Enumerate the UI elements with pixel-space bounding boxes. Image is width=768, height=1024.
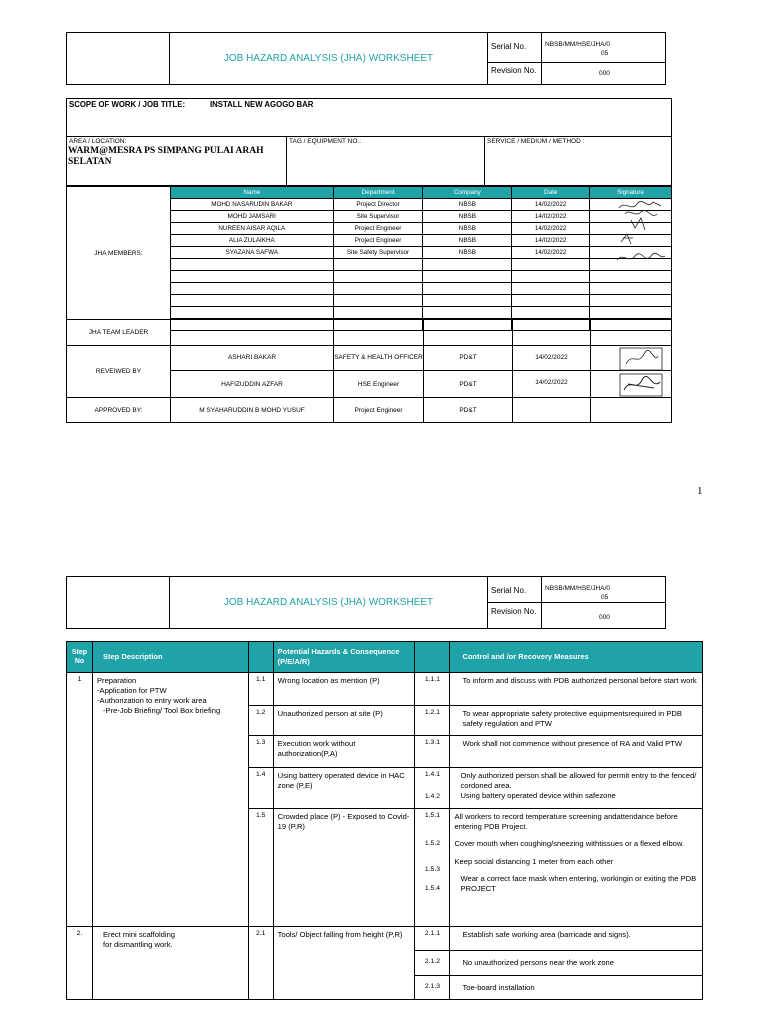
page-number: 1 <box>697 485 703 497</box>
members-signatures <box>611 198 671 270</box>
service-label: SERVICE / MEDIUM / METHOD : <box>487 138 585 145</box>
scope-block <box>66 98 672 186</box>
steps-table <box>66 641 703 1000</box>
revision-label: Revision No. <box>491 66 537 75</box>
table-row: 2. Erect mini scaffolding for dismantling work. 2.1 Tools/ Object falling from height (P,R) 2.1.1 Establish safe working area (barricade and signs). <box>67 927 703 951</box>
table-row: 1.2 Unauthorized person at site (P) 1.2.1 To wear appropriate safety protective equipmentsrequired in PDB safety regulation and PTW <box>67 706 703 736</box>
col-department: Department <box>333 187 423 199</box>
scope-value: INSTALL NEW AGOGO BAR <box>210 100 314 109</box>
table-row <box>171 295 672 307</box>
page1-header <box>66 32 666 85</box>
col-signature: Signature <box>590 187 672 199</box>
table-row: 1.5 Crowded place (P) - Exposed to Covid-19 (P,R) 1.5.1 1.5.2 1.5.3 1.5.4 All workers to record temperature screening andattendance before entering PDB Project. Cover mouth when coughing/sneezing withtissues or a flexed elbow. Keep social distancing 1 meter from each other Wear a correct face mask when entering, workingin or exiting the PDB PROJECT <box>67 809 703 927</box>
reviewer-signatures <box>614 346 668 398</box>
step2-description: Erect mini scaffolding for dismantling work. <box>92 927 248 1000</box>
tag-label: TAG / EQUIPMENT NO.: <box>289 138 361 145</box>
col-step-desc: Step Description <box>92 642 248 673</box>
serial-label: Serial No. <box>491 42 527 51</box>
revision-value: 000 <box>599 70 610 77</box>
table-row: 1.4 Using battery operated device in HAC zone (P,E) 1.4.1 1.4.2 Only authorized person shall be allowed for permit entry to the fenced/ cordoned area. Using battery operated device within safezone <box>67 768 703 809</box>
scope-label: SCOPE OF WORK / JOB TITLE: <box>69 100 186 109</box>
jha-members-label: JHA MEMBERS: <box>94 249 143 257</box>
table-row: 1 Preparation -Application for PTW -Authorization to entry work area -Pre-Job Briefing/ Tool Box briefing 1.1 Wrong location as mention (P) 1.1.1 To inform and discuss with PDB authorized personal before start work <box>67 673 703 706</box>
table-row <box>171 271 672 283</box>
col-company: Company <box>423 187 512 199</box>
table-row: NUREEN AISAR AQILA Project Engineer NBSB 14/02/2022 <box>171 223 672 235</box>
table-row: 2.1.3 Toe-board installation <box>67 976 703 1000</box>
table-row <box>171 259 672 271</box>
table-row: 1.3 Execution work without authorization(P,A) 1.3.1 Work shall not commence without presence of RA and Valid PTW <box>67 736 703 768</box>
members-table <box>170 186 672 331</box>
serial-value: NBSB/MM/HSE/JHA/0 05 <box>545 41 611 57</box>
team-leader-label: JHA TEAM LEADER <box>88 329 149 336</box>
area-label: AREA / LOCATION: <box>69 138 127 145</box>
col-step-no: Step No <box>67 642 93 673</box>
reviewed-label: REVEIWED BY <box>95 368 142 375</box>
col-date: Date <box>512 187 590 199</box>
table-row: 2.1.2 No unauthorized persons near the work zone <box>67 951 703 976</box>
table-row: ALIA ZULAIKHA Project Engineer NBSB 14/02/2022 <box>171 235 672 247</box>
members-block: JHA MEMBERS: Name Department Company Date Signature MOHD NASARUDIN BAKAR Project Director NBSB 14/02/2022 MOHD JAMSARI Site Supervisor NBSB 14/02/2022 NUREEN AISAR AQILA Project Engineer NBSB 14/02/2022 ALIA ZULAIKHA Project Engineer NBSB 14/02/2022 SYAZANA SAFWA Site Safety Supervisor NBSB 14/02/2022 JHA TEAM LEADER REVEIWED BY ASHARI BAKAR SAFETY & HEALTH OFFICER PD&T 14/02/2022 HAFIZUDDIN AZFAR HSE Engineer PD&T 14/02/2022 APPROVED BY: M SYAHARUDDIN B MOHD YUSUF Project Engineer PD&T <box>66 186 672 423</box>
table-row: MOHD NASARUDIN BAKAR Project Director NBSB 14/02/2022 <box>171 199 672 211</box>
col-hazards: Potential Hazards & Consequence (P/E/A/R) <box>273 642 415 673</box>
table-row: SYAZANA SAFWA Site Safety Supervisor NBSB 14/02/2022 <box>171 247 672 259</box>
col-name: Name <box>171 187 334 199</box>
area-value: WARM@MESRA PS SIMPANG PULAI ARAH SELATAN <box>68 146 264 167</box>
approved-label: APPROVED BY: <box>94 406 143 414</box>
table-row: MOHD JAMSARI Site Supervisor NBSB 14/02/2022 <box>171 211 672 223</box>
worksheet-title: JOB HAZARD ANALYSIS (JHA) WORKSHEET <box>223 53 434 64</box>
page2-header: JOB HAZARD ANALYSIS (JHA) WORKSHEET Serial No. NBSB/MM/HSE/JHA/0 05 Revision No. 000 <box>66 576 666 629</box>
worksheet-title: JOB HAZARD ANALYSIS (JHA) WORKSHEET <box>223 597 434 608</box>
table-row <box>171 283 672 295</box>
table-row <box>171 307 672 319</box>
col-control: Control and /or Recovery Measures <box>450 642 703 673</box>
step1-description: Preparation -Application for PTW -Authorization to entry work area -Pre-Job Briefing/ Tool Box briefing <box>92 673 248 927</box>
